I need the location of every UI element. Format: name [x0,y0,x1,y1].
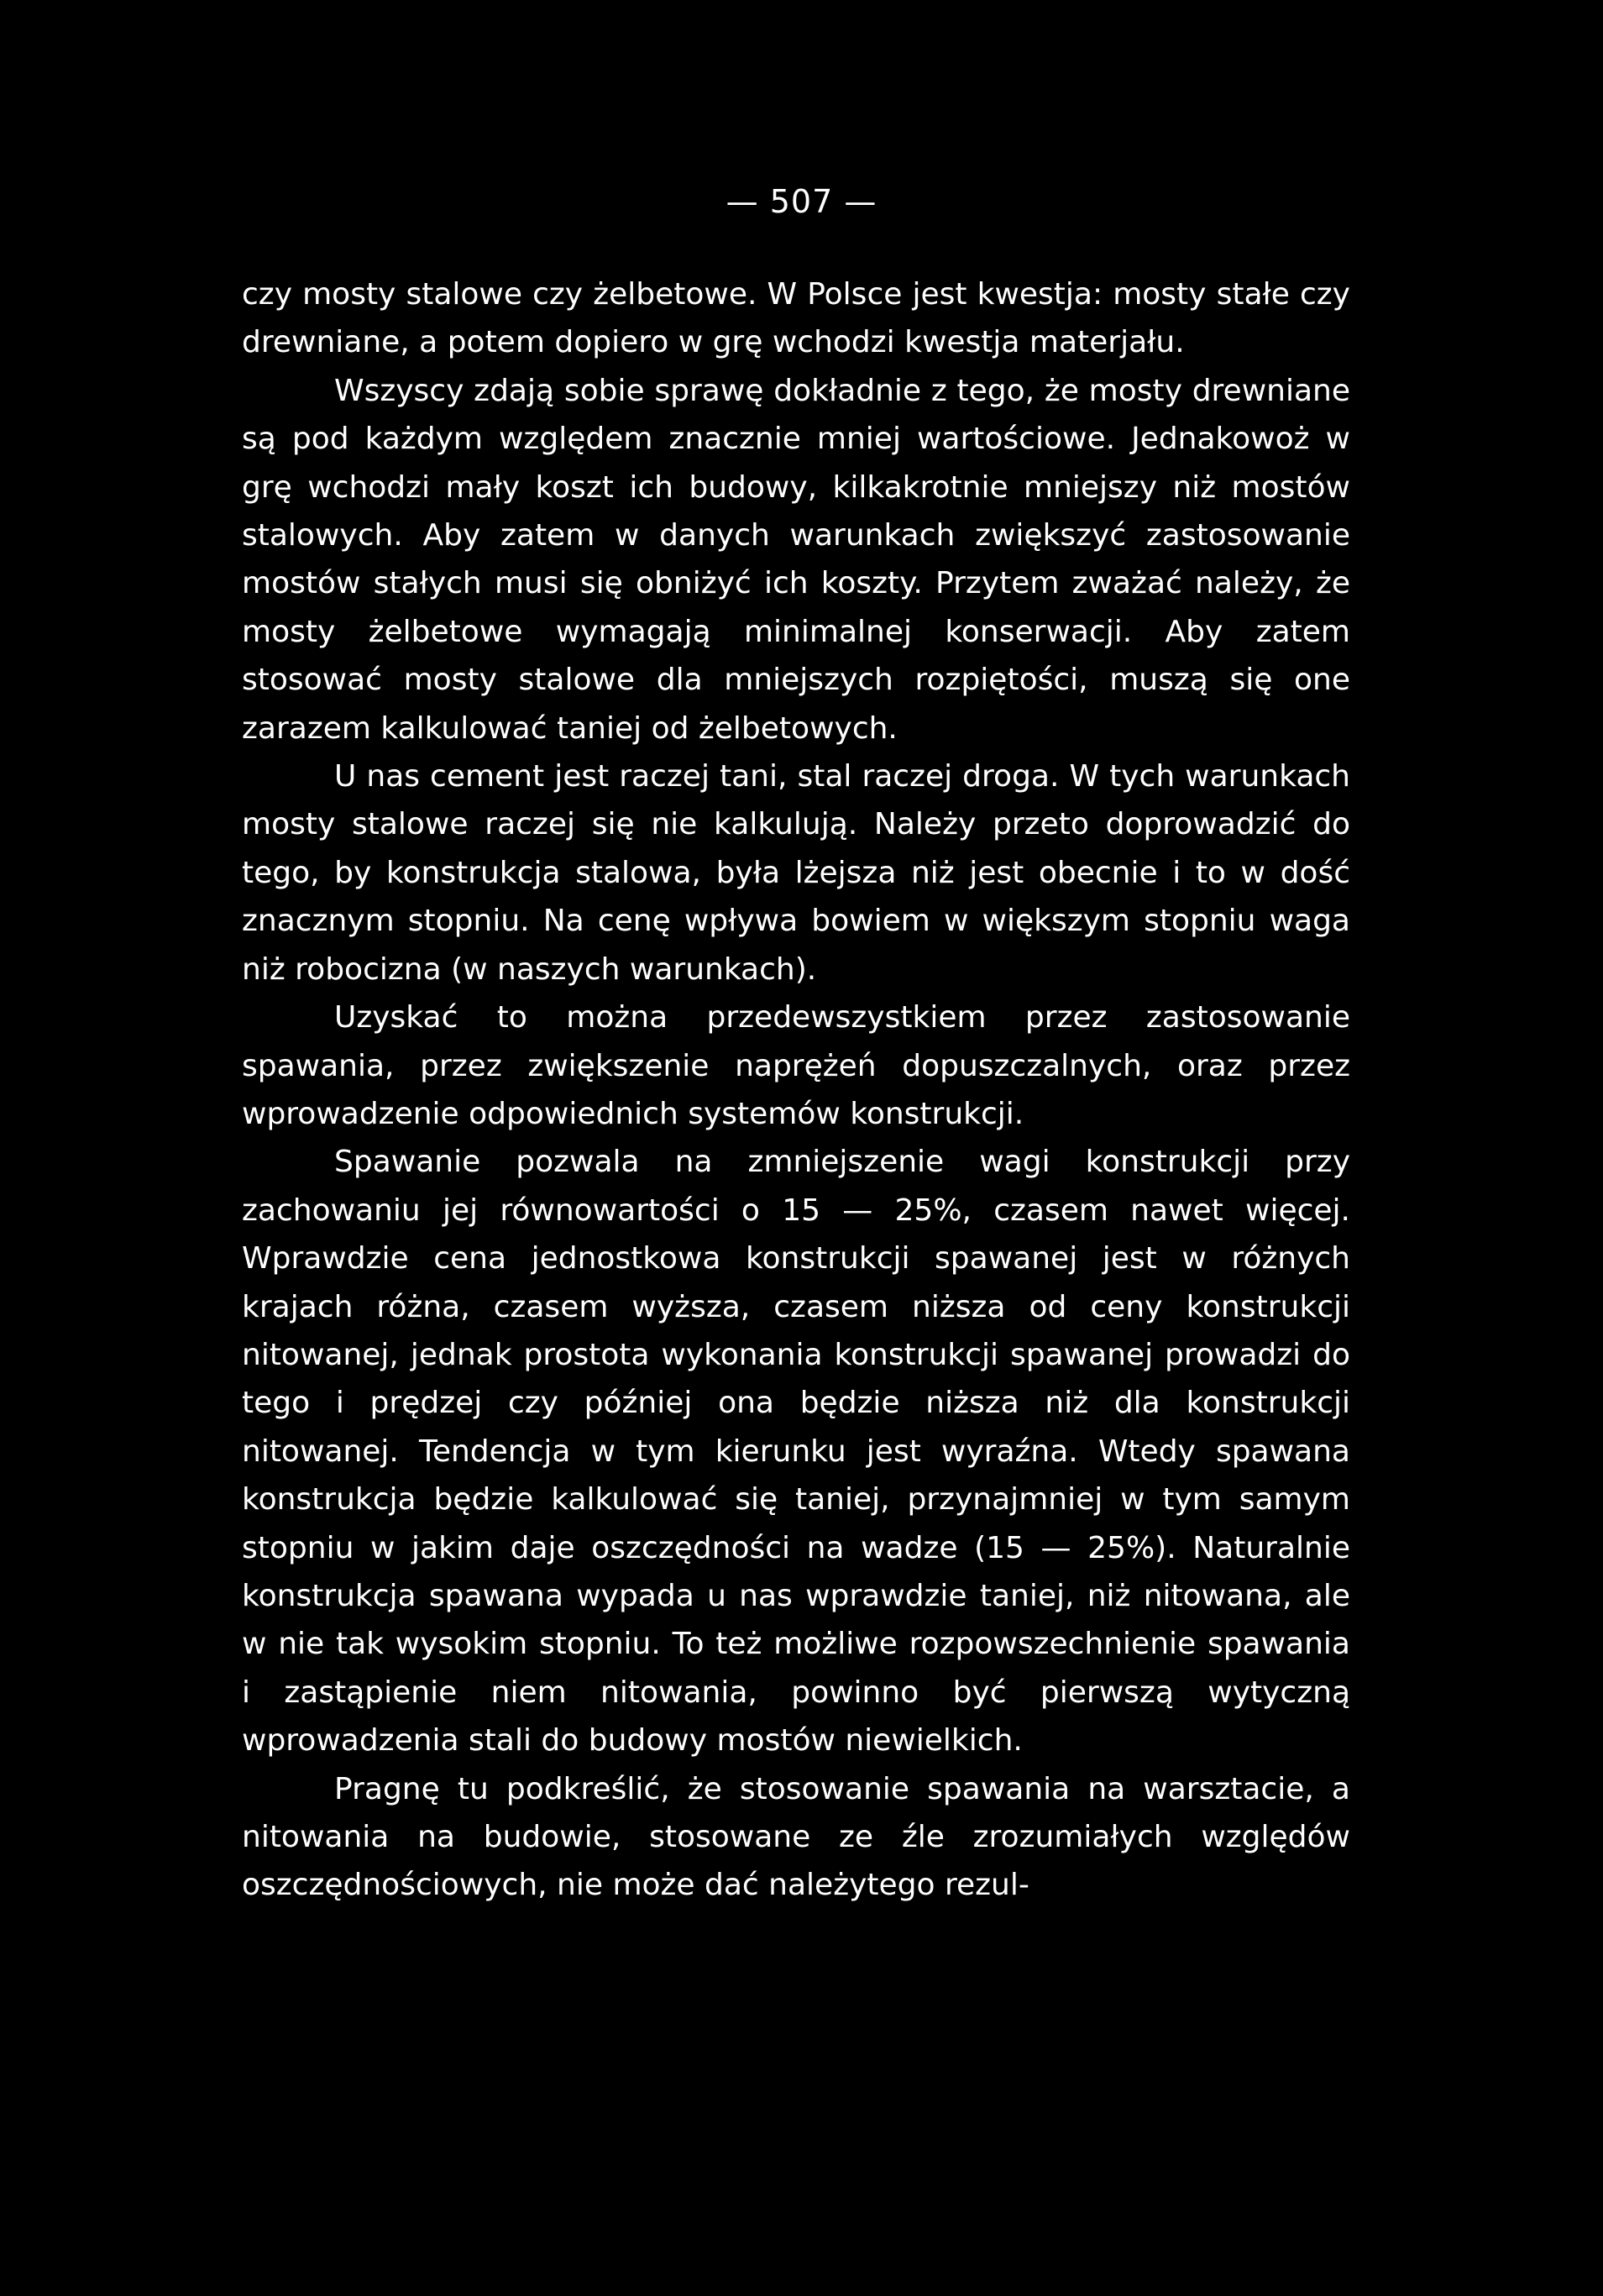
paragraph-3: U nas cement jest raczej tani, stal raczej droga. W tych warunkach mosty stalowe raczej się nie kalkulują. Należy przeto doprowadzić do tego, by konstrukcja stalowa, była lżejsza niż jest obecnie i to w dość znacznym stopniu. Na cenę wpływa bowiem w większym stopniu waga niż robocizna (w naszych warunkach). [242,759,1350,987]
page-number: — 507 — [726,183,877,220]
paragraph-6: Pragnę tu podkreślić, że stosowanie spawania na warsztacie, a nitowania na budowie, stosowane ze źle zrozumiałych względów oszczędnościowych, nie może dać należytego rezul- [242,1771,1350,1903]
paragraph-1: czy mosty stalowe czy żelbetowe. W Polsce jest kwestja: mosty stałe czy drewniane, a potem dopiero w grę wchodzi kwestja materjału. [242,277,1350,360]
paragraph-4: Uzyskać to można przedewszystkiem przez zastosowanie spawania, przez zwiększenie naprężeń dopuszczalnych, oraz przez wprowadzenie odpowiednich systemów konstrukcji. [242,1000,1350,1131]
paragraph-5: Spawanie pozwala na zmniejszenie wagi konstrukcji przy zachowaniu jej równowartości o 15 — 25%, czasem nawet więcej. Wprawdzie cena jednostkowa konstrukcji spawanej jest w różnych krajach różna, czasem wyższa, czasem niższa od ceny konstrukcji nitowanej, jednak prostota wykonania konstrukcji spawanej prowadzi do tego i prędzej czy później ona będzie niższa niż dla konstrukcji nitowanej. Tendencja w tym kierunku jest wyraźna. Wtedy spawana konstrukcja będzie kalkulować się taniej, przynajmniej w tym samym stopniu w jakim daje oszczędności na wadze (15 — 25%). Naturalnie konstrukcja spawana wypada u nas wprawdzie taniej, niż nitowana, ale w nie tak wysokim stopniu. To też możliwe rozpowszechnienie spawania i zastąpienie niem nitowania, powinno być pierwszą wytyczną wprowadzenia stali do budowy mostów niewielkich. [242,1145,1350,1759]
paragraph-2: Wszyscy zdają sobie sprawę dokładnie z tego, że mosty drewniane są pod każdym względem znacznie mniej wartościowe. Jednakowoż w grę wchodzi mały koszt ich budowy, kilkakrotnie mniejszy niż mostów stalowych. Aby zatem w danych warunkach zwiększyć zastosowanie mostów stałych musi się obniżyć ich koszty. Przytem zważać należy, że mosty żelbetowe wymagają minimalnej konserwacji. Aby zatem stosować mosty stalowe dla mniejszych rozpiętości, muszą się one zarazem kalkulować taniej od żelbetowych. [242,373,1350,746]
body-text [242,270,1350,1910]
